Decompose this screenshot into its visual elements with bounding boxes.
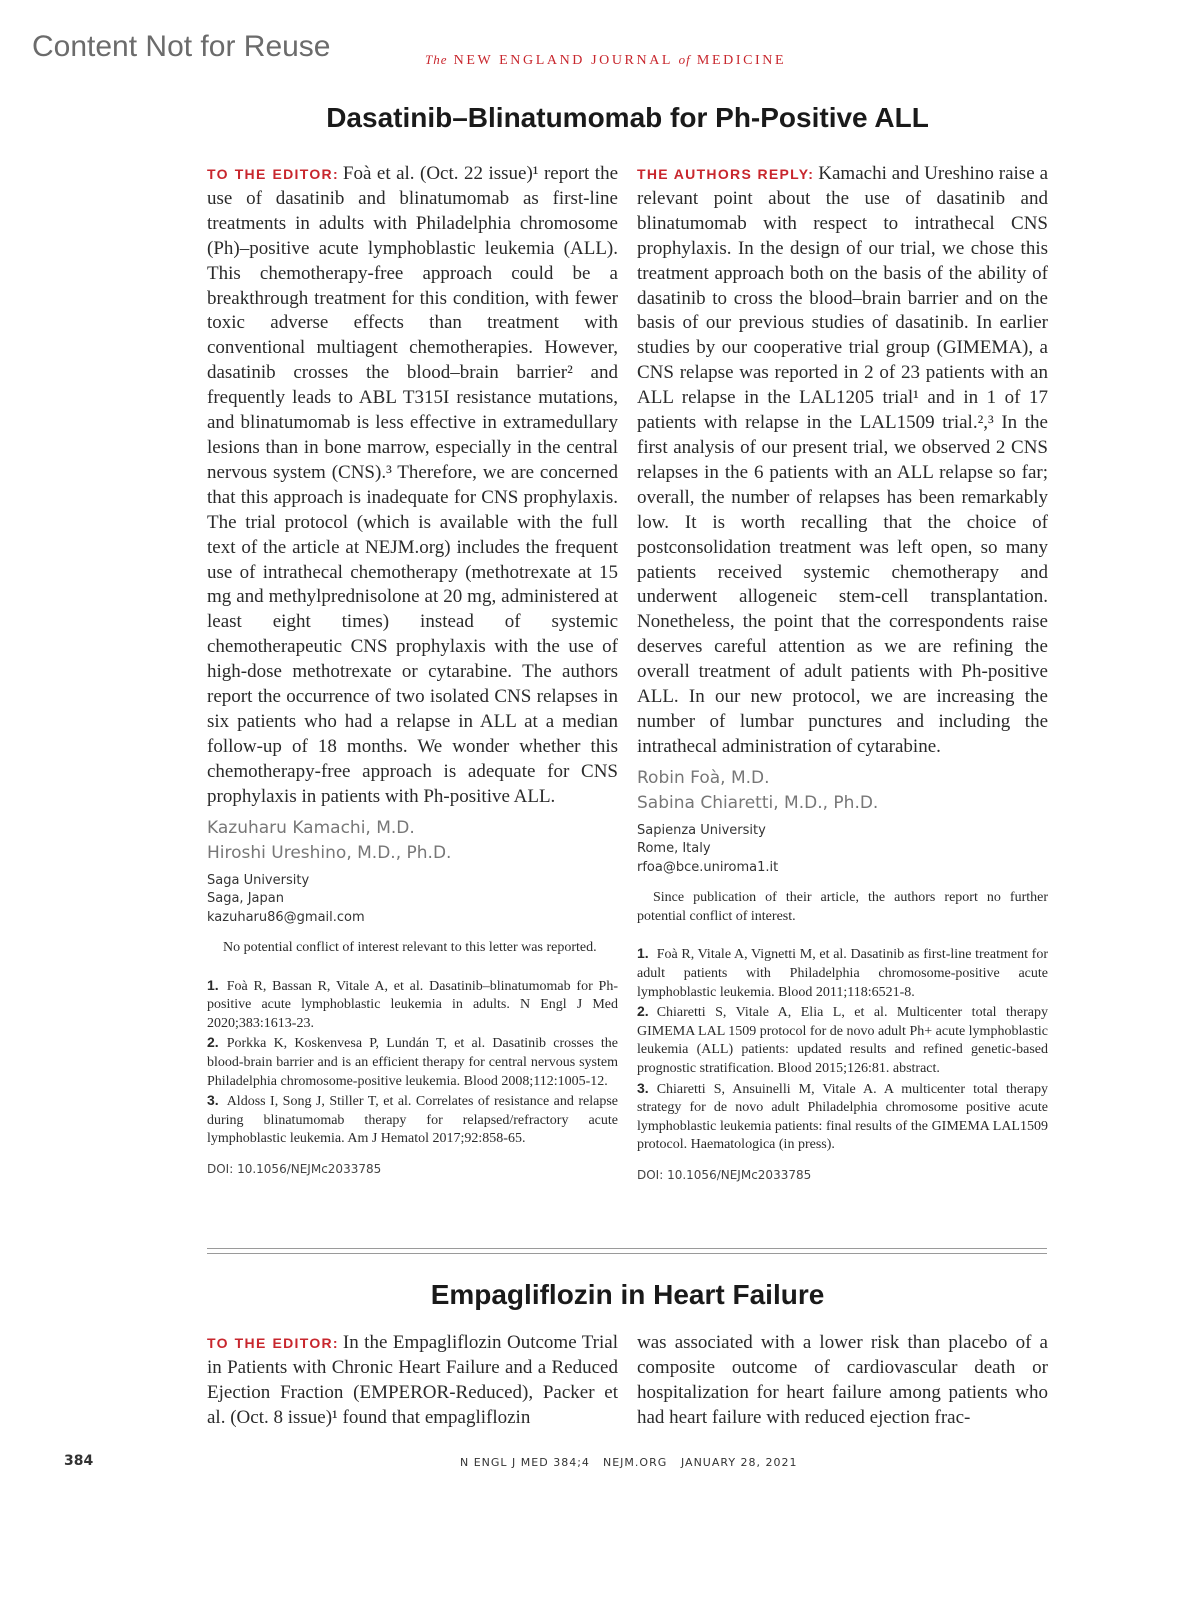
affiliation-location: Rome, Italy	[637, 841, 711, 857]
article-title: Dasatinib–Blinatumomab for Ph-Positive ALL	[326, 102, 929, 133]
letter-label: TO THE EDITOR:	[207, 1335, 339, 1351]
watermark: Content Not for Reuse	[32, 30, 331, 63]
reference-item: 2. Chiaretti S, Vitale A, Elia L, et al. Multicenter total therapy GIMEMA LAL 1509 protocol for de novo adult Ph+ acute lymphoblastic leukemia (ALL) patients: updated results and refined genetic-based prognostic stratification. Blood 2015;126:81. abstract.	[637, 1003, 1048, 1076]
author-email-link[interactable]: rfoa@bce.uniroma1.it	[637, 859, 779, 875]
footer-journal: N ENGL J MED 384;4	[460, 1456, 590, 1469]
author-email-link[interactable]: kazuharu86@gmail.com	[207, 909, 365, 925]
reference-item: 1. Foà R, Vitale A, Vignetti M, et al. Dasatinib as first-line treatment for adult patients with Philadelphia chromosome-positive acute lymphoblastic leukemia. Blood 2011;118:6521-8.	[637, 945, 1048, 1000]
reference-item: 1. Foà R, Bassan R, Vitale A, et al. Dasatinib–blinatumomab for Ph-positive acute lymphoblastic leukemia in adults. N Engl J Med 2020;383:1613-23.	[207, 976, 618, 1031]
article-title: Empagliflozin in Heart Failure	[430, 1279, 825, 1310]
letter-column	[207, 162, 618, 1182]
affiliation-institution: Saga University	[207, 872, 310, 888]
page-number: 384	[64, 1453, 94, 1469]
letter-body: In the Empagliflozin Outcome Trial in Patients with Chronic Heart Failure and a Reduced Ejection Fraction (EMPEROR-Reduced), Packer et al. (Oct. 8 issue)¹ found that empagliflozin	[207, 1332, 619, 1428]
affiliation	[637, 822, 1048, 878]
doi-link[interactable]: DOI: 10.1056/NEJMc2033785	[637, 1167, 812, 1182]
section-divider	[207, 1253, 1047, 1254]
author-name: Kazuharu Kamachi, M.D.	[207, 817, 415, 838]
reference-item: 2. Porkka K, Koskenvesa P, Lundán T, et al. Dasatinib crosses the blood-brain barrier and is an efficient therapy for central nervous system Philadelphia chromosome-positive leukemia. Blood 2008;112:1005-12.	[207, 1034, 618, 1089]
letter-label: TO THE EDITOR:	[207, 166, 339, 182]
section-divider	[207, 1248, 1047, 1249]
disclosure: Since publication of their article, the authors report no further potential conflict of interest.	[637, 890, 1048, 924]
reference-item: 3. Chiaretti S, Ansuinelli M, Vitale A. A multicenter total therapy strategy for de novo adult Philadelphia chromosome positive acute lymphoblastic leukemia patients: final results of the GIMEMA LAL1509 protocol. Haematologica (in press).	[637, 1079, 1048, 1153]
affiliation	[207, 872, 618, 928]
reply-body: THE AUTHORS REPLY: Kamachi and Ureshino raise a relevant point about the use of dasatinib and blinatumomab with respect to intrathecal CNS prophylaxis. In the design of our trial, we chose this treatment approach both on the basis of the ability of dasatinib to cross the blood–brain barrier and on the basis of our previous studies of dasatinib. In earlier studies by our cooperative trial group (GIMEMA), a CNS relapse was reported in 2 of 23 patients with an ALL relapse in the LAL1205 trial¹ and in 1 of 17 patients with relapse in the LAL1509 trial.²,³ In the first analysis of our present trial, we observed 2 CNS relapses in the 6 patients with an ALL relapse so far; overall, the number of relapses has been remarkably low. It is worth recalling that the choice of postconsolidation treatment was left open, so many patients received systemic chemotherapy and underwent allogeneic stem-cell transplantation. Nonetheless, the point that the correspondents raise deserves careful attention as we are refining the overall treatment of adult patients with Ph-positive ALL. In our new protocol, we are increasing the number of lumbar punctures and including the intrathecal administration of cytarabine.	[637, 163, 1048, 757]
doi-link[interactable]: DOI: 10.1056/NEJMc2033785	[207, 1162, 382, 1176]
affiliation-institution: Sapienza University	[637, 822, 766, 838]
journal-masthead	[425, 52, 835, 69]
reply-label: THE AUTHORS REPLY:	[637, 166, 815, 182]
references	[637, 944, 1048, 1155]
masthead-the: The	[425, 52, 448, 67]
author-name: Hiroshi Ureshino, M.D., Ph.D.	[207, 842, 452, 863]
references	[207, 976, 618, 1149]
letter-column-continued	[637, 1331, 1048, 1431]
letter-body: TO THE EDITOR: Foà et al. (Oct. 22 issue)¹ report the use of dasatinib and blinatumomab as first-line treatments in adults with Philadelphia chromosome (Ph)–positive acute lymphoblastic leukemia (ALL). This chemotherapy-free approach could be a breakthrough treatment for this condition, with fewer toxic adverse effects than treatment with conventional multiagent chemotherapies. However, dasatinib crosses the blood–brain barrier² and frequently leads to ABL T315I resistance mutations, and blinatumomab is less effective in extramedullary lesions than in bone marrow, especially in the central nervous system (CNS).³ Therefore, we are concerned that this approach is inadequate for CNS prophylaxis. The trial protocol (which is available with the full text of the article at NEJM.org) includes the frequent use of intrathecal chemotherapy (methotrexate at 15 mg and methylprednisolone at 20 mg, administered at least eight times) instead of systemic chemotherapeutic CNS prophylaxis with the use of high-dose methotrexate or cytarabine. The authors report the occurrence of two isolated CNS relapses in six patients who had a relapse in ALL at a median follow-up of 18 months. We wonder whether this chemotherapy-free approach is adequate for CNS prophylaxis in patients with Ph-positive ALL.	[207, 163, 619, 807]
letter-body: was associated with a lower risk than placebo of a composite outcome of cardiovascular death or hospitalization for heart failure among patients who had heart failure with reduced ejection frac-	[637, 1332, 1048, 1428]
affiliation-location: Saga, Japan	[207, 891, 284, 907]
masthead-part2: MEDICINE	[696, 53, 787, 68]
footer-site: NEJM.ORG	[603, 1456, 668, 1469]
masthead-part1: NEW ENGLAND JOURNAL	[453, 53, 673, 68]
disclosure: No potential conflict of interest relevant to this letter was reported.	[223, 940, 597, 956]
author-name: Robin Foà, M.D.	[637, 767, 770, 788]
letter-column	[207, 1331, 618, 1431]
reference-item: 3. Aldoss I, Song J, Stiller T, et al. Correlates of resistance and relapse during blinatumomab therapy for relapsed/refractory acute lymphoblastic leukemia. Am J Hematol 2017;92:858-65.	[207, 1092, 618, 1147]
footer-date: JANUARY 28, 2021	[681, 1456, 798, 1469]
author-name: Sabina Chiaretti, M.D., Ph.D.	[637, 792, 879, 813]
reply-column	[637, 162, 1048, 1188]
masthead-of: of	[678, 52, 691, 67]
